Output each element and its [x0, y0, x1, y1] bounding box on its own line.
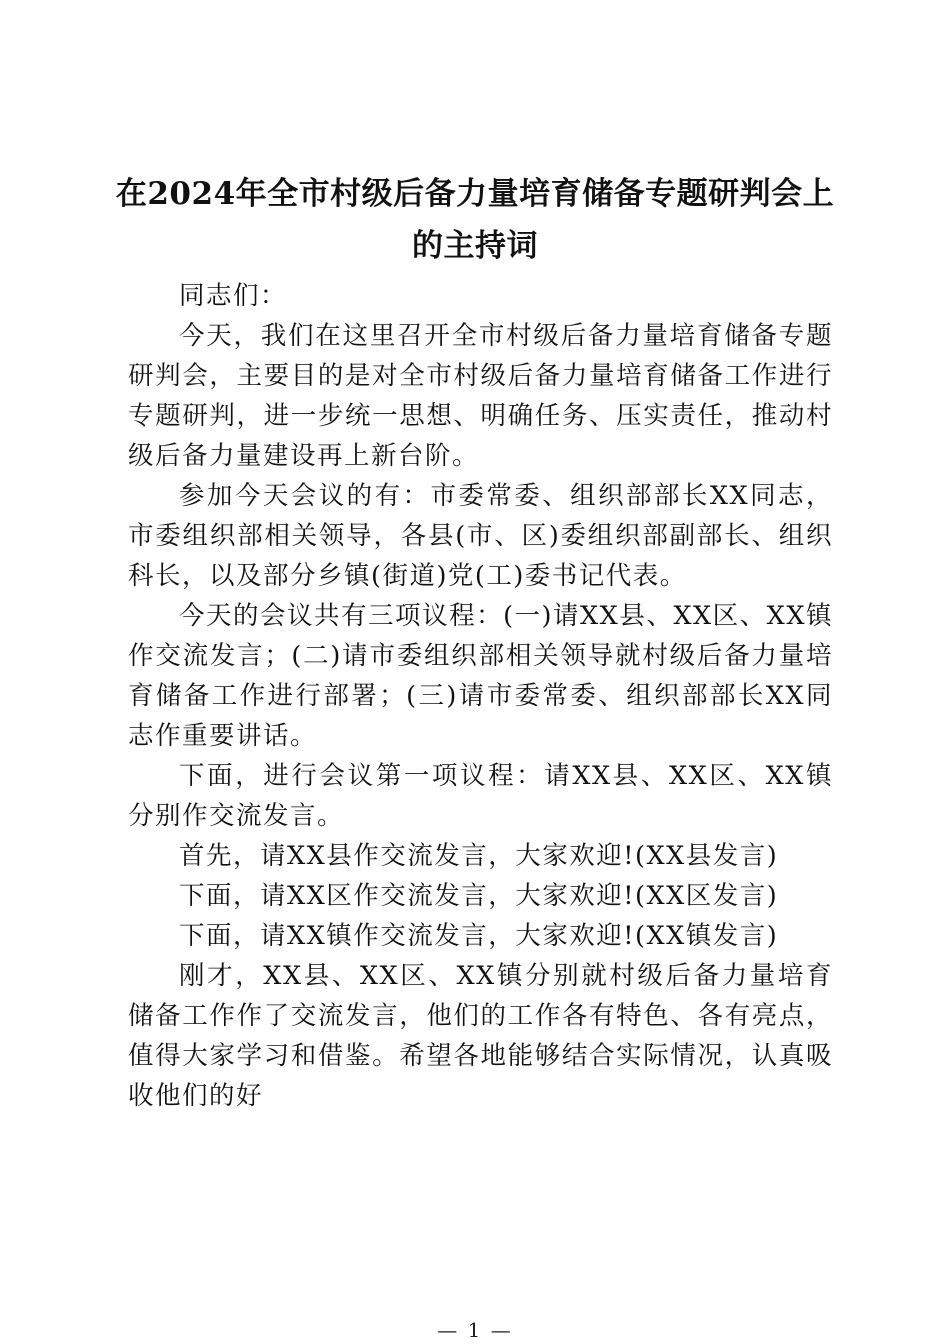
paragraph-speaker-county: 首先，请XX县作交流发言，大家欢迎!(XX县发言)	[179, 841, 779, 871]
page-number: — 1 —	[437, 1318, 513, 1342]
paragraph-summary: 刚才，XX县、XX区、XX镇分别就村级后备力量培育储备工作作了交流发言，他们的工作各有特色、各有亮点，值得大家学习和借鉴。希望各地能够结合实际情况，认真吸收他们的好	[128, 961, 833, 1111]
paragraph-salutation: 同志们：	[179, 281, 288, 311]
paragraph-speaker-town: 下面，请XX镇作交流发言，大家欢迎!(XX镇发言)	[179, 921, 779, 951]
paragraph-speaker-district: 下面，请XX区作交流发言，大家欢迎!(XX区发言)	[179, 881, 779, 911]
document-title: 在2024年全市村级后备力量培育储备专题研判会上的主持词	[115, 176, 835, 264]
paragraph-attendees: 参加今天会议的有：市委常委、组织部部长XX同志，市委组织部相关领导，各县(市、区)委组织部副部长、组织科长，以及部分乡镇(街道)党(工)委书记代表。	[128, 481, 833, 591]
paragraph-purpose: 今天，我们在这里召开全市村级后备力量培育储备专题研判会，主要目的是对全市村级后备力量培育储备工作进行专题研判，进一步统一思想、明确任务、压实责任，推动村级后备力量建设再上新台阶。	[128, 321, 833, 471]
paragraph-agenda: 今天的会议共有三项议程：(一)请XX县、XX区、XX镇作交流发言；(二)请市委组织部相关领导就村级后备力量培育储备工作进行部署；(三)请市委常委、组织部部长XX同志作重要讲话。	[128, 601, 833, 751]
document-body	[128, 276, 833, 1116]
paragraph-first-item: 下面，进行会议第一项议程：请XX县、XX区、XX镇分别作交流发言。	[128, 761, 833, 831]
